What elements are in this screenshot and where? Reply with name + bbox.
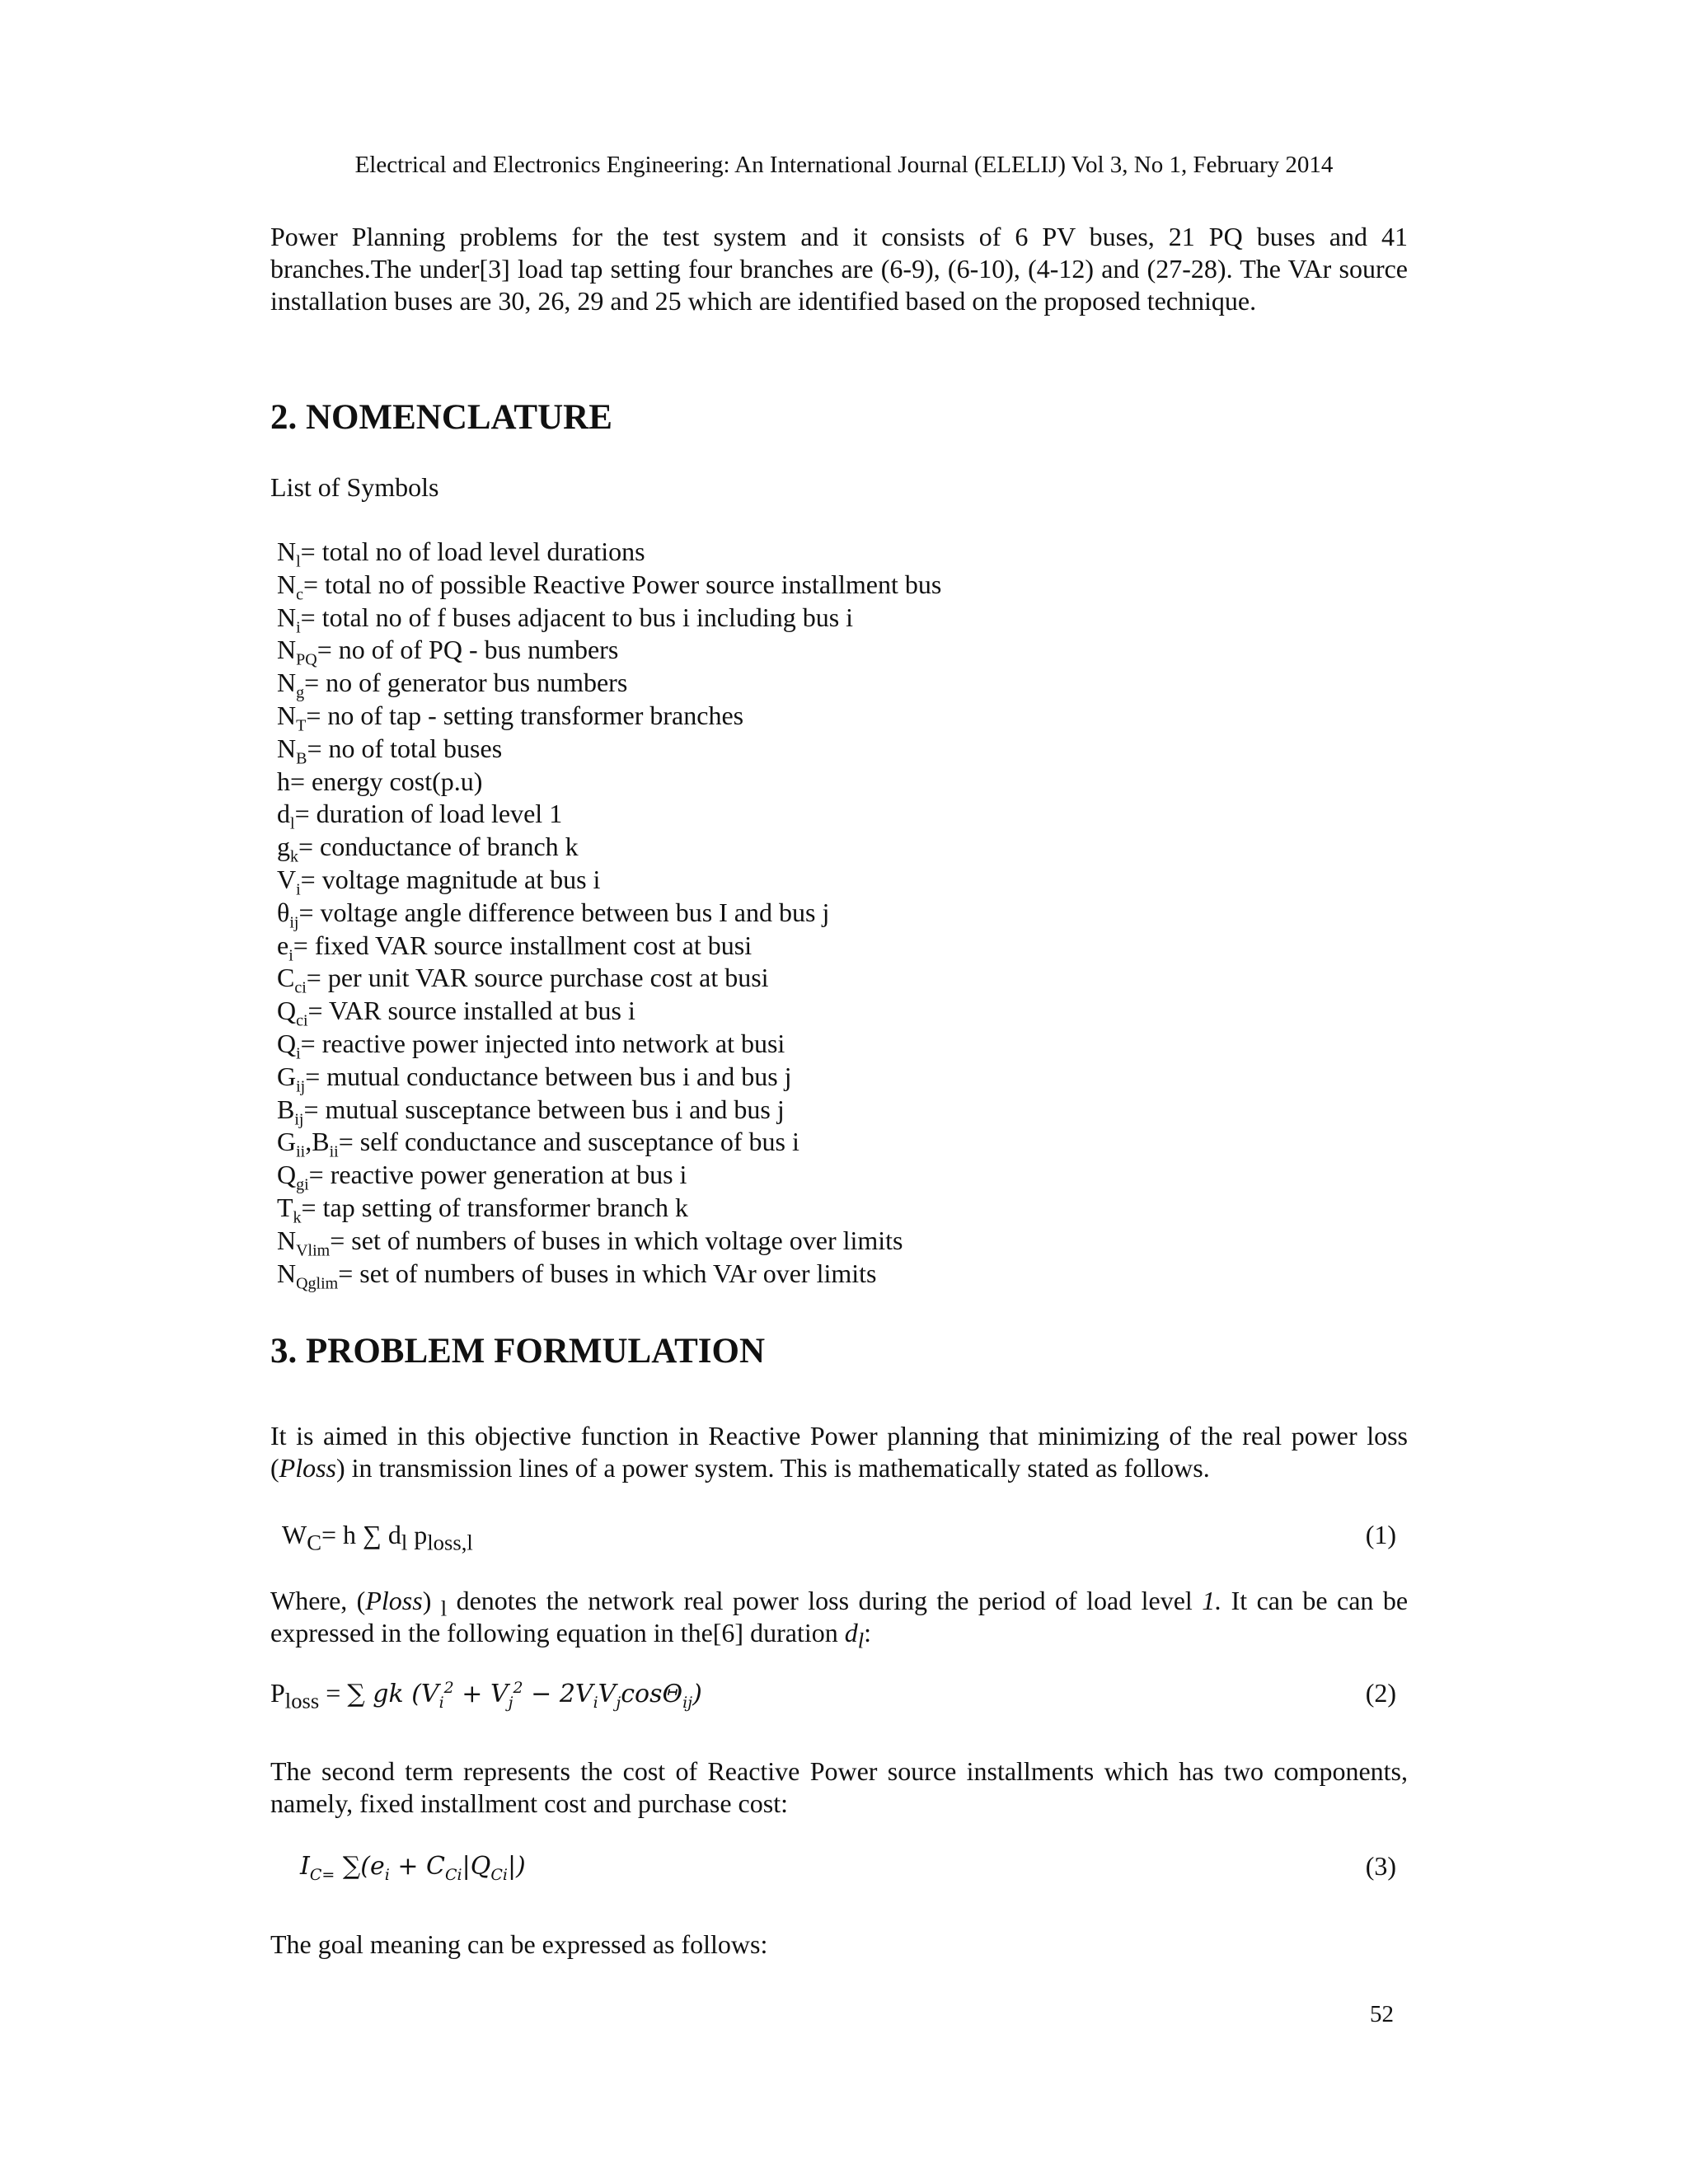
symbol: $d_l$	[277, 799, 295, 833]
symbol-definition: = voltage angle difference between bus I and bus j	[298, 897, 830, 927]
symbol: $Q_{ci}$	[277, 996, 308, 1030]
symbol-definition: = duration of load level 1	[294, 799, 563, 829]
symbol-definition: = set of numbers of buses in which VAr over limits	[338, 1258, 877, 1288]
symbol-item	[277, 1094, 1348, 1127]
symbol-definition: = no of tap - setting transformer branches	[306, 700, 744, 730]
symbol: $B_{ij}$	[277, 1094, 304, 1128]
symbol: $C_{ci}$	[277, 963, 307, 997]
objective-paragraph: It is aimed in this objective function in Reactive Power planning that minimizing of the real power loss (Ploss) in transmission lines of a power system. This is mathematically stated as follows.	[270, 1421, 1408, 1483]
equation-2	[270, 1677, 1408, 1713]
symbol: $V_i$	[277, 864, 301, 899]
symbol-item	[277, 634, 1348, 667]
symbol-definition: = conductance of branch k	[298, 832, 579, 862]
symbol-item	[277, 602, 1348, 635]
symbol-item	[277, 1159, 1348, 1192]
symbol-definition: = no of of PQ - bus numbers	[316, 635, 619, 665]
symbol-item	[277, 897, 1348, 930]
goal-paragraph: The goal meaning can be expressed as follows:	[270, 1929, 768, 1959]
symbol-definition: = no of generator bus numbers	[304, 668, 628, 698]
symbol-definition: = VAR source installed at bus i	[307, 996, 635, 1026]
symbol-definition: = total no of possible Reactive Power source installment bus	[303, 569, 942, 599]
symbol-definition: = fixed VAR source installment cost at busi	[293, 930, 753, 960]
symbol-item	[277, 930, 1348, 963]
symbol-item	[277, 995, 1348, 1028]
symbol-item	[277, 1126, 1348, 1159]
symbol-definition: = self conductance and susceptance of bus i	[338, 1127, 799, 1157]
symbol: $N_{Vlim}$	[277, 1225, 331, 1260]
equation-3	[270, 1850, 1408, 1886]
symbol-definition: = total no of load level durations	[300, 537, 645, 566]
symbol: $N_g$	[277, 668, 305, 702]
equation-1	[270, 1519, 1408, 1555]
symbol-item	[277, 667, 1348, 700]
symbol-definition: = per unit VAR source purchase cost at busi	[306, 963, 769, 993]
symbol-item	[277, 831, 1348, 864]
symbol-item	[277, 1028, 1348, 1061]
symbol-definition: = total no of f buses adjacent to bus i including bus i	[300, 602, 854, 632]
symbol: $G_{ij}$	[277, 1061, 306, 1096]
symbol-definition: = mutual susceptance between bus i and bus j	[303, 1094, 785, 1124]
symbol-item	[277, 1225, 1348, 1258]
ploss-paragraph: Where, (Ploss) $_l$ denotes the network real power loss during the period of load level 1. It can be can be expressed in the following equation in the[6] duration $d_l$:	[270, 1586, 1409, 1653]
equation-3-expression: $I_{C=}$ $\sum(e_i + C_{Ci}|Q_{Ci}|)$	[300, 1852, 526, 1884]
equation-2-number: (2)	[1365, 1678, 1396, 1708]
symbol-definition: = energy cost(p.u)	[290, 766, 483, 796]
symbol-item	[277, 700, 1348, 733]
equation-1-expression: $W_C= h$ ∑ $d_l$ $p_{loss,l}$	[282, 1520, 473, 1555]
equation-3-number: (3)	[1365, 1851, 1396, 1881]
symbol: $N_{Qglim}$	[277, 1258, 339, 1292]
symbol-definition: = mutual conductance between bus i and bus j	[305, 1061, 792, 1091]
symbol-definition: = set of numbers of buses in which voltage over limits	[330, 1225, 903, 1255]
symbol-list	[277, 536, 1348, 1290]
symbol: $Q_{gi}$	[277, 1160, 309, 1194]
symbol: $T_k$	[277, 1192, 302, 1227]
symbol-item	[277, 1061, 1348, 1094]
symbol-item	[277, 864, 1348, 897]
symbol-item	[277, 962, 1348, 995]
symbol-item	[277, 798, 1348, 831]
equation-2-expression: $P_{loss}$ = ∑ gk $(V_i^2 + V_j^2 - 2V_iV_j\cos\Theta_{ij})$	[270, 1678, 702, 1713]
symbol: $G_{ii},B_{ii}$	[277, 1127, 339, 1161]
symbol-item	[277, 1258, 1348, 1291]
symbol-item	[277, 536, 1348, 569]
page-number: 52	[1370, 2001, 1394, 2027]
symbol: $N_i$	[277, 602, 301, 636]
symbol-item	[277, 733, 1348, 766]
symbol-item	[277, 569, 1348, 602]
symbol-item	[277, 766, 1348, 799]
symbol: $N_B$	[277, 733, 307, 768]
symbol: $Q_i$	[277, 1028, 301, 1063]
journal-header: Electrical and Electronics Engineering: An International Journal (ELELIJ) Vol 3, No 1, February 2014	[354, 152, 1334, 178]
equation-1-number: (1)	[1365, 1520, 1396, 1549]
symbol: $g_k$	[277, 832, 298, 866]
symbol: $\theta_{ij}$	[277, 897, 299, 932]
symbol-definition: = reactive power generation at bus i	[308, 1160, 687, 1190]
symbol: $N_T$	[277, 700, 307, 735]
intro-paragraph: Power Planning problems for the test system and it consists of 6 PV buses, 21 PQ buses and 41 branches.The under[3] load tap setting four branches are (6-9), (6-10), (4-12) and (27-28). The VAr source installation buses are 30, 26, 29 and 25 which are identified based on the proposed technique.	[270, 222, 1408, 316]
symbol: $N_{PQ}$	[277, 635, 317, 669]
list-of-symbols-label: List of Symbols	[270, 472, 439, 502]
symbol: $e_i$	[277, 930, 293, 964]
symbol-item	[277, 1192, 1348, 1225]
section-2-heading: 2. NOMENCLATURE	[270, 398, 612, 437]
symbol-definition: = voltage magnitude at bus i	[300, 864, 601, 894]
symbol-definition: = no of total buses	[307, 733, 503, 763]
symbol-definition: = tap setting of transformer branch k	[301, 1192, 688, 1222]
symbol: h	[277, 766, 290, 796]
cost-paragraph: The second term represents the cost of Reactive Power source installments which has two components, namely, fixed installment cost and purchase cost:	[270, 1756, 1408, 1818]
symbol-definition: = reactive power injected into network at busi	[300, 1028, 785, 1058]
symbol: $N_l$	[277, 537, 301, 571]
section-3-heading: 3. PROBLEM FORMULATION	[270, 1332, 766, 1371]
symbol: $N_c$	[277, 569, 303, 604]
